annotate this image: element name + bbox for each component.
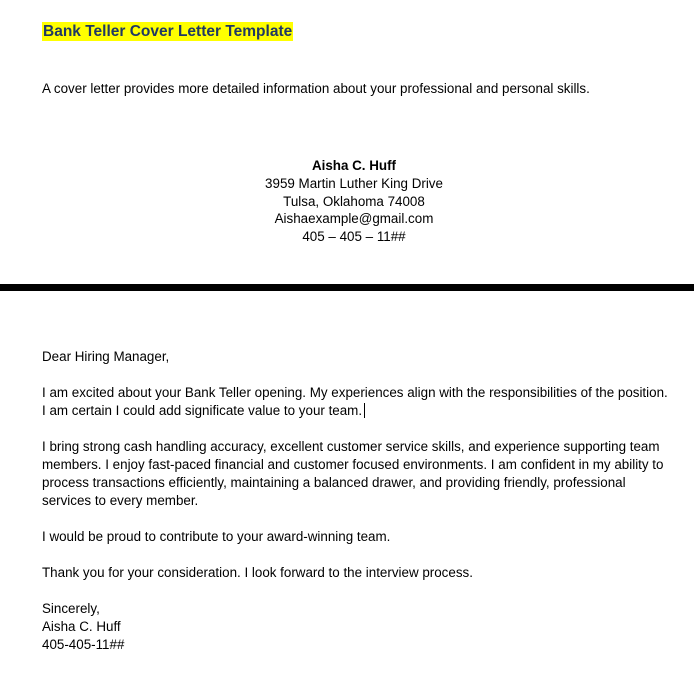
contact-phone: 405 – 405 – 11## [302,229,406,245]
contact-city: Tulsa, Oklahoma 74008 [283,193,425,209]
document-title: Bank Teller Cover Letter Template [43,23,293,40]
paragraph-1-text: I am excited about your Bank Teller opening. My experiences align with the responsibilities of the position. I am certain I could add significate value to your team. [42,385,668,418]
signature-phone: 405-405-11## [42,637,125,652]
paragraph-3: I would be proud to contribute to your award-winning team. [42,529,391,544]
paragraph-4: Thank you for your consideration. I look forward to the interview process. [42,565,473,580]
paragraph-2: I bring strong cash handling accuracy, excellent customer service skills, and experience supporting team members. I enjoy fast-paced financial and customer focused environments. I am confident in my ability to process transactions efficiently, maintaining a balanced drawer, and providing friendly, professional services to every member. [42,439,664,508]
contact-email: Aishaexample@gmail.com [274,211,434,227]
contact-name: Aisha C. Huff [311,158,397,173]
closing: Sincerely, [42,601,100,616]
intro-text: A cover letter provides more detailed information about your professional and personal skills. [42,81,590,96]
text-cursor [364,403,365,418]
signature-name: Aisha C. Huff [42,619,121,634]
salutation: Dear Hiring Manager, [42,349,170,364]
horizontal-divider [0,284,694,291]
contact-street: 3959 Martin Luther King Drive [265,175,443,191]
letter-body[interactable] [42,348,672,654]
contact-block [154,157,554,246]
paragraph-1 [42,384,672,420]
